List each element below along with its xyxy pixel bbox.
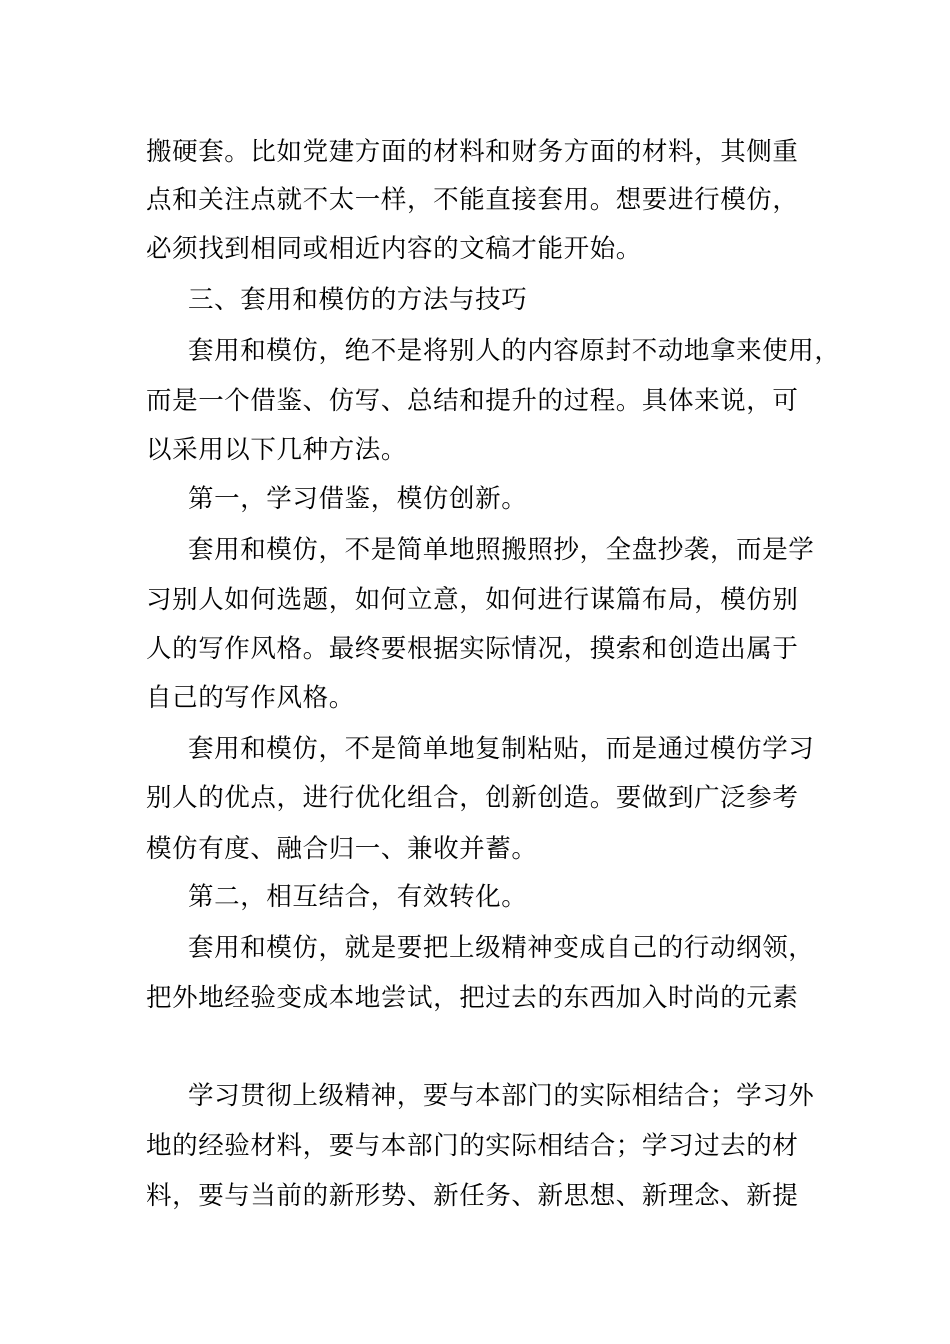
subheading: 第二，相互结合，有效转化。 (188, 882, 528, 912)
text-line: 必须找到相同或相近内容的文稿才能开始。 (146, 234, 642, 264)
subheading: 第一，学习借鉴，模仿创新。 (188, 484, 528, 514)
text-line: 人的写作风格。最终要根据实际情况，摸索和创造出属于 (146, 634, 799, 664)
text-line: 套用和模仿，不是简单地照搬照抄，全盘抄袭，而是学 (188, 535, 815, 565)
text-line: 搬硬套。比如党建方面的材料和财务方面的材料，其侧重 (146, 137, 799, 167)
text-line: 套用和模仿，不是简单地复制粘贴，而是通过模仿学习 (188, 734, 815, 764)
text-line: 模仿有度、融合归一、兼收并蓄。 (146, 834, 538, 864)
text-line: 套用和模仿，绝不是将别人的内容原封不动地拿来使用， (188, 336, 841, 366)
text-line: 自己的写作风格。 (146, 683, 355, 713)
text-line: 点和关注点就不太一样，不能直接套用。想要进行模仿， (146, 185, 799, 215)
text-line: 料，要与当前的新形势、新任务、新思想、新理念、新提 (146, 1181, 799, 1211)
text-line: 套用和模仿，就是要把上级精神变成自己的行动纲领， (188, 933, 815, 963)
text-line: 把外地经验变成本地尝试，把过去的东西加入时尚的元素 (146, 983, 799, 1013)
section-heading: 三、套用和模仿的方法与技巧 (188, 285, 528, 315)
text-line: 别人的优点，进行优化组合，创新创造。要做到广泛参考 (146, 783, 799, 813)
text-line: 地的经验材料，要与本部门的实际相结合；学习过去的材 (146, 1131, 799, 1161)
text-line: 以采用以下几种方法。 (146, 435, 408, 465)
text-line: 习别人如何选题，如何立意，如何进行谋篇布局，模仿别 (146, 585, 799, 615)
text-line: 学习贯彻上级精神，要与本部门的实际相结合；学习外 (188, 1081, 815, 1111)
text-line: 而是一个借鉴、仿写、总结和提升的过程。具体来说，可 (146, 386, 799, 416)
